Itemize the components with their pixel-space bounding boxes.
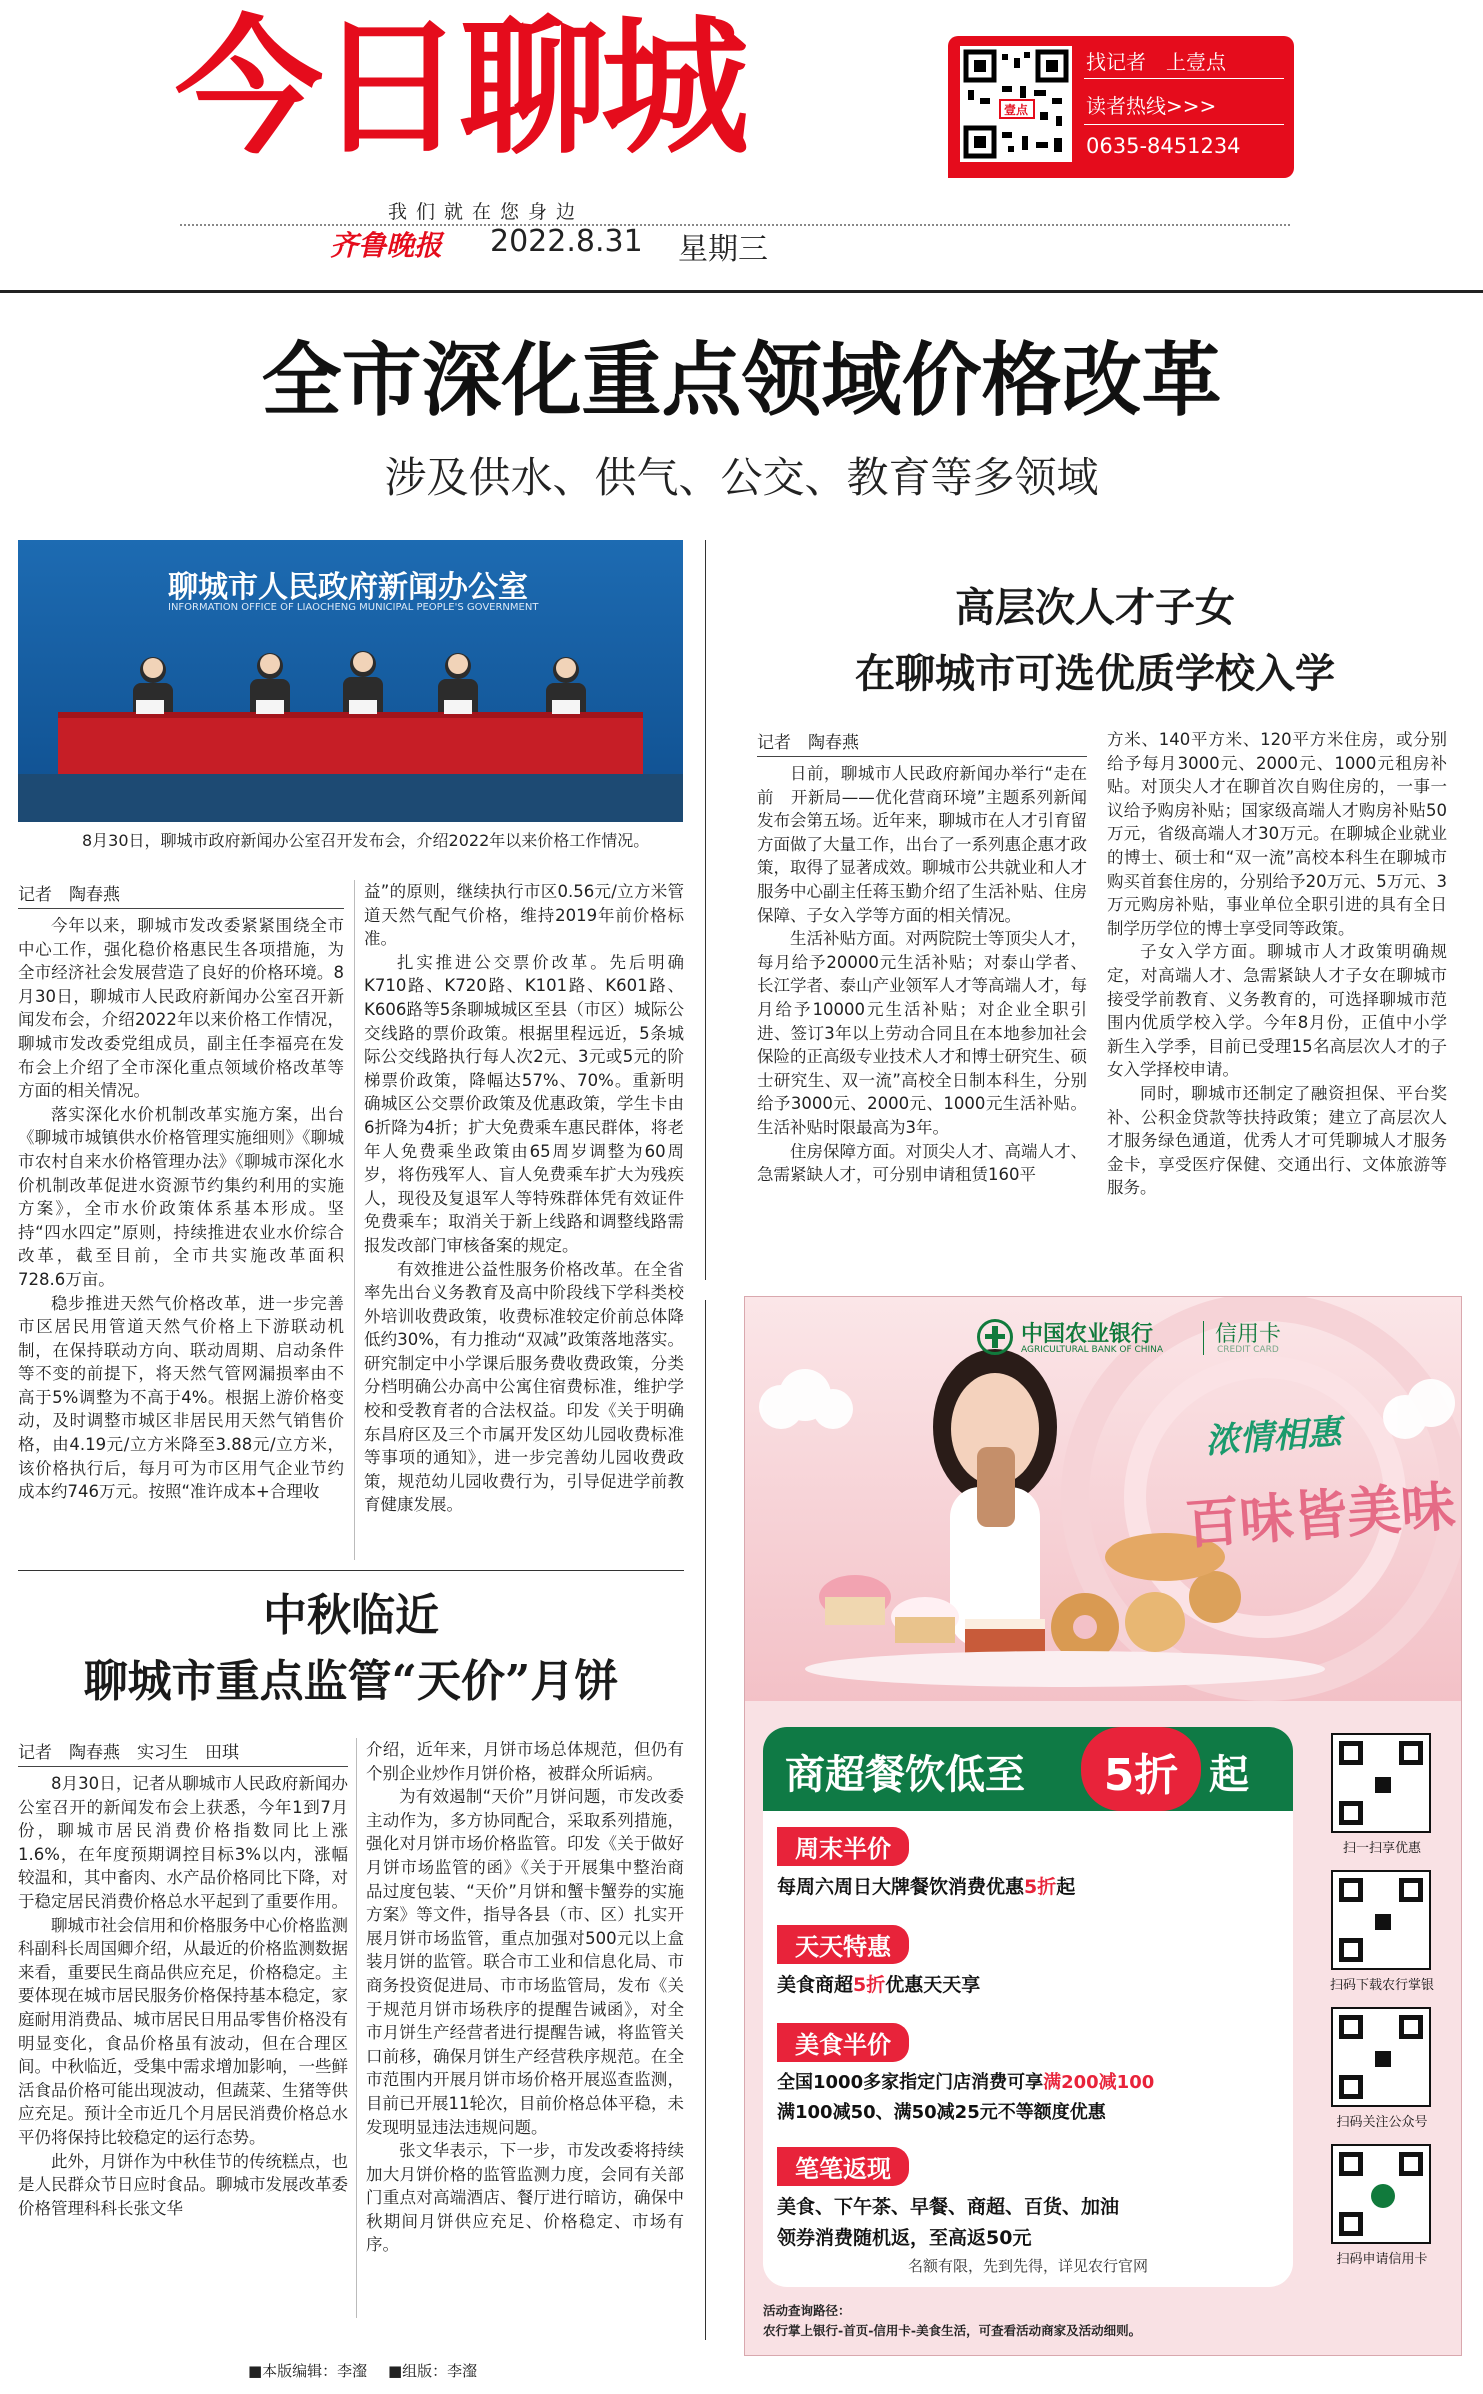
offer-desc-tail: 起: [1056, 1876, 1076, 1898]
ad-hero: [745, 1297, 1462, 1701]
qr-code-app[interactable]: [1331, 1870, 1431, 1970]
column-divider: [356, 1738, 357, 2318]
info-divider-1: [1084, 78, 1284, 79]
offer-tag: 笔笔返现: [777, 2147, 909, 2186]
ad-slogan-2: 百味皆美味: [1183, 1474, 1458, 1557]
qr-label: 扫码申请信用卡: [1336, 2252, 1428, 2267]
info-line-1: 找记者 上壹点: [1086, 50, 1226, 74]
masthead: [0, 0, 1483, 290]
offer-item: [777, 2147, 1287, 2250]
lead-subhead: 涉及供水、供气、公交、教育等多领域: [384, 453, 1099, 502]
offer-tag: 天天特惠: [777, 1925, 909, 1964]
offer-highlight: 5折: [1024, 1876, 1057, 1898]
paragraph: 介绍，近年来，月饼市场总体规范，但仍有个别企业炒作月饼价格，被群众所诟病。: [366, 1740, 684, 1783]
offer-highlight: 5折: [853, 1974, 886, 1996]
ad-banner-num: 5折: [1103, 1750, 1179, 1801]
inquiry-label: 活动查询路径：: [763, 2303, 851, 2318]
ad-inquiry: [763, 2301, 1453, 2341]
paragraph: 方米、140平方米、120平方米住房，或分别给予每月3000元、2000元、1000元租房补贴。对顶尖人才在聊首次自购住房的，一事一议给予购房补贴；国家级高端人才购房补贴50万元，省级高端人才30万元。在聊城企业就业的博士、硕士和“双一流”高校本科生在聊城市购买首套住房的，分别给予20万元、5万元、3万元购房补贴，事业单位全职引进的具有全日制学历学位的博士享受同等政策。: [1107, 730, 1447, 938]
qr-label: 扫码下载农行掌银: [1329, 1978, 1434, 1993]
paragraph: 落实深化水价机制改革实施方案，出台《聊城市城镇供水价格管理实施细则》《聊城市农村自来水价格管理办法》《聊城市深化水价机制改革促进水资源节约集约利用的实施方案》，全市水价政策体系基本形成。坚持“四水四定”原则，持续推进农业水价综合改革，截至目前，全市共实施改革面积728.6万亩。: [18, 1104, 344, 1289]
press-conference-photo: [18, 540, 683, 822]
info-line-2: 读者热线>>>: [1086, 94, 1217, 118]
paragraph: 张文华表示，下一步，市发改委将持续加大月饼价格的监管监测力度，会同有关部门重点对高端酒店、餐厅进行暗访，确保中秋期间月饼供应充足、价格稳定、市场有序。: [366, 2141, 684, 2255]
paragraph: 聊城市社会信用和价格服务中心价格监测科副科长周国卿介绍，从最近的价格监测数据来看，重要民生商品供应充足，价格稳定。主要体现在城市居民服务价格保持基本稳定，家庭耐用消费品、城市居民日用品零售价格没有明显变化，食品价格虽有波动，但在合理区间。中秋临近，受集中需求增加影响，一些鲜活食品价格可能出现波动，但蔬菜、生猪等供应充足。预计全市近几个月居民消费价格总水平仍将保持比较稳定的运行态势。: [18, 1915, 348, 2147]
paragraph: 此外，月饼作为中秋佳节的传统糕点，也是人民群众节日应时食品。聊城市发展改革委价格管理科科长张文华: [18, 2151, 348, 2218]
mooncake-byline: 记者 陶春燕 实习生 田琪: [18, 1738, 348, 1767]
mooncake-headline-1: 中秋临近: [263, 1590, 439, 1641]
lead-col2: [364, 880, 684, 1517]
ad-banner-badge: [1081, 1727, 1201, 1811]
mooncake-col1: [18, 1772, 348, 2220]
paragraph: 生活补贴方面。对两院院士等顶尖人才，每月给予20000元生活补贴；对泰山学者、长江学者、泰山产业领军人才等高端人才，每月给予10000元生活补贴；对企业全职引进、签订3年以上劳动合同且在本地参加社会保险的正高级专业技术人才和博士研究生、硕士研究生、双一流”高校全日制本科生，分别给予3000元、2000元、1000元生活补贴。生活补贴时限最高为3年。: [757, 929, 1087, 1137]
bank-name-en: AGRICULTURAL BANK OF CHINA: [1021, 1345, 1164, 1355]
paragraph: 子女入学方面。聊城市人才政策明确规定，对高端人才、急需紧缺人才子女在聊城市接受学前教育、义务教育的，可选择聊城市范围内优质学校入学。今年8月份，正值中小学新生入学季，目前已受理15名高层次人才的子女入学择校申请。: [1107, 942, 1447, 1080]
footer-editor: ■本版编辑：李瀣: [248, 2362, 368, 2380]
talent-col2: [1107, 728, 1447, 1200]
paragraph: 8月30日，记者从聊城市人民政府新闻办公室召开的新闻发布会上获悉，今年1到7月份，聊城市居民消费价格指数同比上涨1.6%，在年度预期调控目标3%以内，涨幅较温和，其中畜肉、水产品价格同比下降，对于稳定居民消费价格总水平起到了重要作用。: [18, 1774, 348, 1911]
paragraph: 为有效遏制“天价”月饼问题，市发改委主动作为，多方协同配合，采取系列措施，强化对月饼市场价格监管。印发《关于做好月饼市场监管的函》《关于开展集中整治商品过度包装、“天价”月饼和蟹卡蟹券的实施方案》等文件，指导各县（市、区）扎实开展月饼市场监管，重点加强对500元以上盒装月饼的监管。联合市工业和信息化局、市商务投资促进局、市市场监管局，发布《关于规范月饼市场秩序的提醒告诫函》，对全市月饼生产经营者进行提醒告诫，将监管关口前移，确保月饼生产经营秩序规范。在全市范围内开展月饼市场价格开展巡查监测，目前已开展11轮次，目前价格总体平稳，未发现明显违法违规问题。: [366, 1787, 684, 2137]
offer-desc: 美食商超: [777, 1974, 854, 1996]
masthead-rule: [0, 290, 1483, 293]
qr-label: 扫一扫享优惠: [1342, 1841, 1421, 1856]
ad-banner-prefix: 商超餐饮低至: [785, 1752, 1025, 1798]
offer-item: [777, 2023, 1287, 2124]
section-divider: [705, 540, 706, 1280]
mooncake-headline-2: 聊城市重点监管“天价”月饼: [83, 1656, 619, 1707]
offer-desc: 美食、下午茶、早餐、商超、百货、加油: [777, 2196, 1120, 2218]
masthead-slogan: 我们就在您身边: [388, 201, 585, 223]
ad-offers-panel: [763, 1727, 1293, 2287]
section-divider: [705, 1300, 706, 2340]
qr-center-label: 壹点: [1004, 103, 1029, 117]
bank-name-cn: 中国农业银行: [1021, 1322, 1154, 1347]
ad-banner: [763, 1727, 1293, 1811]
mooncake-col2: [366, 1738, 684, 2257]
press-podium-graphic: [18, 540, 683, 822]
offer-desc: 全国1000多家指定门店消费可享: [777, 2072, 1044, 2093]
offer-desc-2: 满100减50、满50减25元不等额度优惠: [777, 2102, 1106, 2123]
qr-code-apply[interactable]: [1331, 2144, 1431, 2244]
lead-byline: 记者 陶春燕: [18, 880, 344, 909]
column-divider: [354, 880, 355, 1560]
inquiry-text: 农行掌上银行-首页-信用卡-美食生活，可查看活动商家及活动细则。: [763, 2323, 1142, 2338]
offer-tag: 美食半价: [777, 2023, 909, 2062]
paper-logo: 齐鲁晚报: [330, 229, 443, 262]
offer-desc-2: 领券消费随机返，至高返50元: [777, 2227, 1032, 2249]
card-type: 信用卡: [1215, 1322, 1282, 1347]
paragraph: 住房保障方面。对顶尖人才、高端人才、急需紧缺人才，可分别申请租赁160平: [757, 1141, 1087, 1185]
ad-slogan-1: 浓情相惠: [1204, 1412, 1343, 1462]
lead-col1: [18, 914, 344, 1504]
talent-byline: 记者 陶春燕: [757, 728, 1087, 757]
paragraph: 日前，聊城市人民政府新闻办举行“走在前 开新局——优化营商环境”主题系列新闻发布会第五场。近年来，聊城市在人才引育留方面做了大量工作，出台了一系列惠企惠才政策，取得了显著成效。聊城市公共就业和人才服务中心副主任蒋玉勤介绍了生活补贴、住房保障、子女入学等方面的相关情况。: [757, 764, 1087, 925]
offer-item: [777, 1827, 1277, 1899]
lead-headline: 全市深化重点领域价格改革: [261, 333, 1222, 427]
info-divider-2: [1084, 124, 1284, 125]
photo-banner-en: INFORMATION OFFICE OF LIAOCHENG MUNICIPAL PEOPLE'S GOVERNMENT: [168, 602, 539, 613]
abc-credit-card-ad: [744, 1296, 1462, 2356]
ad-banner-suffix: 起: [1209, 1752, 1249, 1798]
reader-info-box: [948, 36, 1294, 178]
offer-item: [777, 1925, 1277, 1997]
paragraph: 有效推进公益性服务价格改革。在全省率先出台义务教育及高中阶段线下学科类校外培训收费政策，收费标准较定价前总体降低约30%，有力推动“双减”政策落地落实。研究制定中小学课后服务费收费政策，分类分档明确公办高中公寓住宿费标准，维护学校和受教育者的合法权益。印发《关于明确东昌府区及三个市属开发区幼儿园收费标准等事项的通知》，进一步完善幼儿园收费政策，规范幼儿园收费行为，引导促进学前教育健康发展。: [364, 1259, 684, 1515]
abc-logo-icon: [977, 1319, 1013, 1355]
qr-code-account[interactable]: [1331, 2007, 1431, 2107]
qr-label: 扫码关注公众号: [1336, 2115, 1428, 2130]
offer-tag: 周末半价: [777, 1827, 909, 1866]
ad-divider: [1203, 1321, 1204, 1355]
offer-desc: 每周六周日大牌餐饮消费优惠: [777, 1876, 1025, 1898]
section-rule: [18, 1570, 684, 1571]
ad-footer-note: 名额有限，先到先得，详见农行官网: [907, 2257, 1148, 2275]
footer-layout: ■组版：李瀣: [388, 2362, 478, 2380]
masthead-title: 今日聊城: [175, 2, 743, 174]
issue-weekday: 星期三: [678, 232, 768, 267]
photo-banner-cn: 聊城市人民政府新闻办公室: [168, 570, 528, 605]
qr-code-offer[interactable]: [1331, 1733, 1431, 1833]
offer-desc-tail: 优惠天天享: [885, 1974, 981, 1996]
talent-headline-1: 高层次人才子女: [955, 584, 1235, 631]
info-line-3: 0635-8451234: [1086, 134, 1241, 158]
paragraph: 益”的原则，继续执行市区0.56元/立方米管道天然气配气价格，维持2019年前价格标准。: [364, 882, 684, 949]
ad-qr-column: [1317, 1733, 1447, 2267]
issue-date: 2022.8.31: [490, 224, 643, 259]
paragraph: 今年以来，聊城市发改委紧紧围绕全市中心工作，强化稳价格惠民生各项措施，为全市经济社会发展营造了良好的价格环境。8月30日，聊城市人民政府新闻办公室召开新闻发布会，介绍2022年以来价格工作情况，聊城市发改委党组成员，副主任李福亮在发布会上介绍了全市深化重点领域价格改革等方面的相关情况。: [18, 916, 344, 1101]
offer-highlight: 满200减100: [1043, 2072, 1155, 2093]
card-type-en: CREDIT CARD: [1217, 1345, 1279, 1355]
qr-code-masthead[interactable]: [960, 46, 1072, 162]
paragraph: 同时，聊城市还制定了融资担保、平台奖补、公积金贷款等扶持政策；建立了高层次人才服务绿色通道，优秀人才可凭聊城人才服务金卡，享受医疗保健、交通出行、文体旅游等服务。: [1107, 1083, 1447, 1198]
paragraph: 扎实推进公交票价改革。先后明确K710路、K720路、K101路、K601路、K606路等5条聊城城区至县（市区）城际公交线路的票价政策。根据里程远近，5条城际公交线路执行每人次2元、3元或5元的阶梯票价政策，降幅达57%、70%。重新明确城区公交票价政策及优惠政策，学生卡由6折降为4折；扩大免费乘车惠民群体，将老年人免费乘坐政策由65周岁调整为60周岁，将伤残军人、盲人免费乘车扩大为残疾人，现役及复退军人等特殊群体凭有效证件免费乘车；取消关于新上线路和调整线路需报发改部门审核备案的规定。: [364, 952, 684, 1255]
talent-headline-2: 在聊城市可选优质学校入学: [855, 650, 1335, 697]
paragraph: 稳步推进天然气价格改革，进一步完善市区居民用管道天然气价格上下游联动机制，在保持联动方向、联动周期、启动条件等不变的前提下，将天然气管网漏损率由不高于5%调整为不高于4%。根据上游价格变动，及时调整市城区非居民用天然气销售价格，由4.19元/立方米降至3.88元/立方米，该价格执行后，每月可为市区用气企业节约成本约746万元。按照“准许成本+合理收: [18, 1293, 344, 1502]
talent-col1: [757, 762, 1087, 1187]
photo-caption: 8月30日，聊城市政府新闻办公室召开发布会，介绍2022年以来价格工作情况。: [82, 831, 650, 850]
